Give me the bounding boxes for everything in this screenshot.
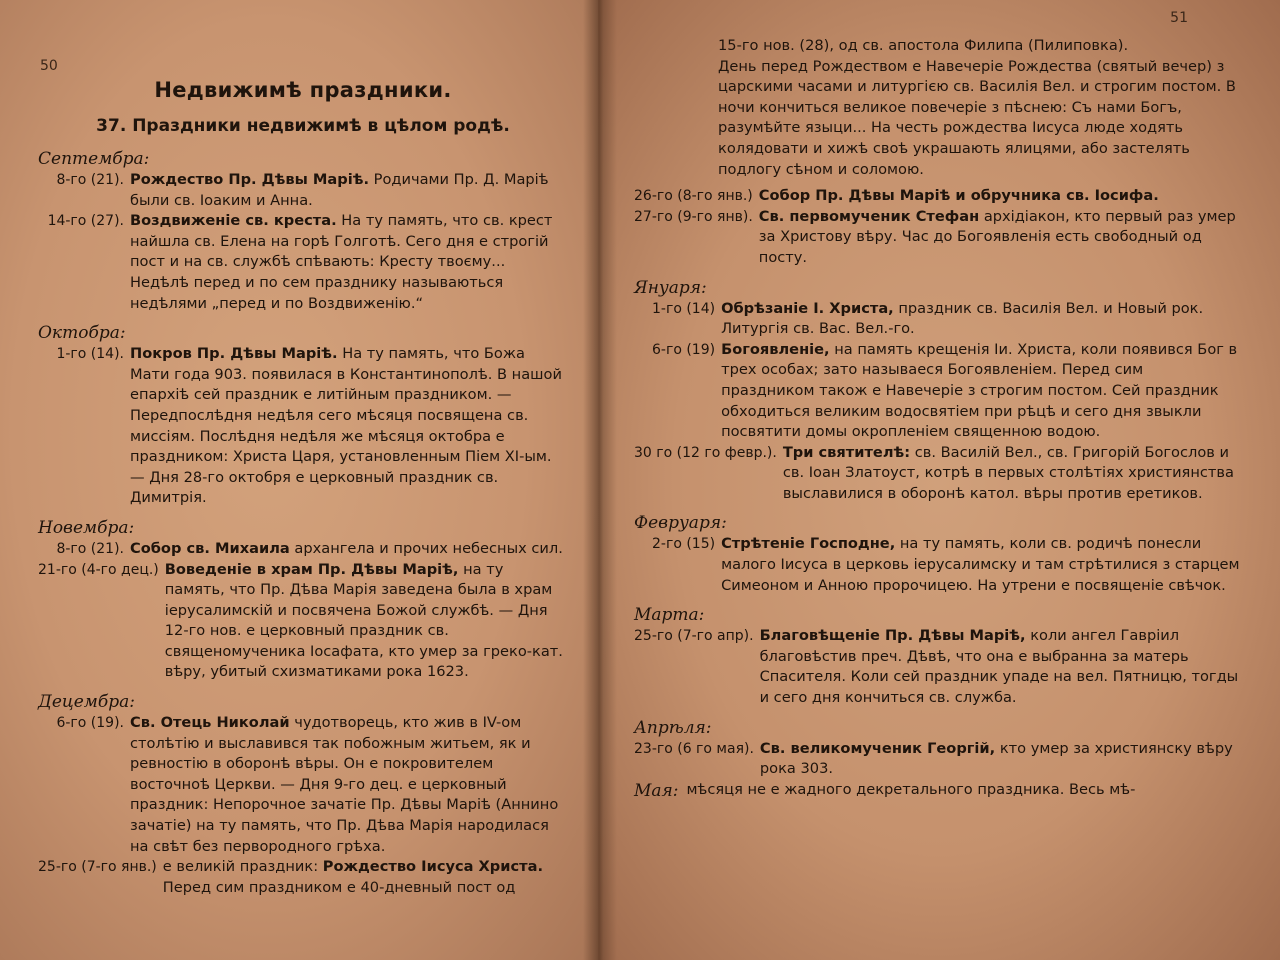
feast-entry <box>38 857 568 898</box>
month-heading: Апрѣля: <box>634 717 712 738</box>
feast-description: на ту память, что Пр. Дѣва Марія заведена была в храм іерусалимскій и посвячена Божой службѣ. — Дня 12-го нов. е церковный праздник св. священомученика Іосафата, кто умер за греко-кат. вѣру, убитый схизматиками рока 1623. <box>164 560 563 681</box>
feast-name: Богоявленіе, <box>721 340 830 358</box>
feast-description: кто умер за християнску вѣру рока 303. <box>759 739 1233 778</box>
month-heading: Януаря: <box>634 277 707 298</box>
section-heading: 37. Праздники недвижимѣ в цѣлом родѣ. <box>96 116 510 136</box>
right-page <box>598 0 1280 960</box>
feast-date: 1-го (14). <box>56 346 124 363</box>
month-heading: Октобра: <box>38 323 126 344</box>
feast-description: чудотворець, кто жив в IV-ом столѣтію и выславився так побожным житьем, як и ревностію в оборонѣ вѣры. Он е покровителем восточноѣ Церкви. — Дня 9-го дец. е церковный праздник: Непорочное зачатіе Пр. Дѣвы Маріѣ (Аннино зачатіе) на ту память, что Пр. Дѣва Марія народилася на свѣт без первородного грѣха. <box>130 714 559 855</box>
feast-date: 6-го (19) <box>652 341 716 358</box>
feast-description: мѣсяця не е жадного декретального праздника. Весь мѣ- <box>686 780 1136 798</box>
feast-date: 2-го (15) <box>652 536 716 553</box>
feast-date: 8-го (21). <box>56 540 124 557</box>
feast-entry <box>634 626 1240 708</box>
feast-name: Св. великомученик Георгій, <box>759 739 996 757</box>
month-heading: Децембра: <box>38 692 136 713</box>
feast-entry <box>634 739 1240 780</box>
feast-description: Родичами Пр. Д. Маріѣ были св. Іоаким и Анна. <box>130 171 549 209</box>
feast-description: Перед сим праздником е 40-дневный пост од <box>162 878 516 896</box>
feast-entry <box>38 560 568 684</box>
continued-text: 15-го нов. (28), од св. апостола Филипа (Пилиповка). <box>718 37 1129 54</box>
feast-entry <box>38 344 568 509</box>
feast-date: 23-го (6 го мая). <box>634 740 754 757</box>
feast-date: 25-го (7-го апр). <box>634 628 754 645</box>
feast-name: Св. первомученик Стефан <box>758 207 980 225</box>
feast-description: праздник св. Василія Вел. и Новый рок. Литургія св. Вас. Вел.-го. <box>721 299 1204 338</box>
feast-name: Воведеніе в храм Пр. Дѣвы Маріѣ, <box>164 560 459 578</box>
feast-entry <box>634 443 1240 505</box>
feast-entry <box>38 713 568 857</box>
feast-name: Обрѣзаніе І. Христа, <box>721 299 894 317</box>
feast-description: на ту память, коли св. родичѣ понесли малого Іисуса в церковь іерусалимску и там стрѣтилися з старцем Симеоном и Анною пророчицею. На утрени е посвященіе свѣчок. <box>721 535 1240 594</box>
feast-description: на память крещенія Іи. Христа, коли появився Бог в трех особах; зато называеся Богоявленіем. Перед сим праздником також е Навечеріе з строгим постом. Сей праздник обходиться великим водосвятіем при рѣцѣ и сего дня звыкли посвятити домы окропленіем священною водою. <box>721 340 1238 441</box>
feast-entry <box>634 340 1240 443</box>
feast-description: архангела и прочих небесных сил. <box>294 539 563 557</box>
feast-name: Благовѣщеніе Пр. Дѣвы Маріѣ, <box>759 627 1026 645</box>
feast-description: св. Василій Вел., св. Григорій Богослов и св. Іоан Златоуст, котрѣ в первых столѣтіях християнства выславилися в оборонѣ катол. вѣры против еретиков. <box>782 443 1234 502</box>
feast-entry <box>634 186 1240 207</box>
feast-date: 14-го (27). <box>47 213 124 230</box>
feast-name: Рождество Пр. Дѣвы Маріѣ. <box>130 171 370 188</box>
feast-date: 8-го (21). <box>56 172 124 188</box>
book-gutter <box>583 0 617 960</box>
feast-description: На ту память, что Божа Мати года 903. появилася в Константинополѣ. В нашой епархіѣ сей праздник е литійным праздником. — Передпослѣдня недѣля сего мѣсяця посвящена св. миссіям. Послѣдня недѣля же мѣсяця октобра е праздником: Христа Царя, установленным Піем XI-ым. — Дня 28-го октобря е церковный праздник св. Димитрія. <box>130 345 562 507</box>
page-title: Недвижимѣ праздники. <box>154 78 452 102</box>
feast-entry <box>634 207 1240 269</box>
feast-name: Стрѣтеніе Господне, <box>721 535 896 553</box>
page-number-right: 51 <box>1170 10 1188 26</box>
feast-description: коли ангел Гавріил благовѣстив преч. Дѣвѣ, что она е выбранна за матерь Спасителя. Коли сей праздник упаде на вел. Пятницю, тогды и сего дня кончиться св. служба. <box>759 627 1239 707</box>
feast-name: Покров Пр. Дѣвы Маріѣ. <box>130 345 338 363</box>
feast-name: Собор Пр. Дѣвы Маріѣ и обручника св. Іосифа. <box>758 187 1159 205</box>
month-heading: Новембра: <box>38 517 135 538</box>
feast-name: Рождество Іисуса Христа. <box>322 858 543 876</box>
feast-name: Св. Отець Николай <box>130 714 290 732</box>
feast-date: 1-го (14) <box>652 300 716 317</box>
feast-description: На ту память, что св. крест найшла св. Елена на горѣ Голготѣ. Сего дня е строгій пост и на св. службѣ спѣвають: Кресту твоєму... Недѣлѣ перед и по сем празднику называються недѣлями „перед и по Воздвиженію.“ <box>130 212 553 312</box>
feast-entry <box>38 170 568 211</box>
feast-entry <box>634 534 1240 596</box>
continued-text: День перед Рождеством е Навечеріе Рождества (святый вечер) з царскими часами и литургією св. Василія Вел. и строгим постом. В ночи кончиться великое повечеріе з пѣснею: Съ нами Богъ, разумѣйте языци... На честь рождества Іисуса люде ходять колядовати и хижѣ своѣ украшають ялицями, або застелять подлогу сѣном и соломою. <box>718 57 1236 178</box>
feast-date: 26-го (8-го янв.) <box>634 188 753 205</box>
feast-date: 30 го (12 го февр.). <box>634 444 777 461</box>
month-heading: Февруаря: <box>634 513 727 534</box>
feast-entry <box>38 211 568 314</box>
left-page <box>0 0 598 960</box>
feast-description: архідіакон, кто первый раз умер за Христову вѣру. Час до Богоявленія есть свободный од посту. <box>758 207 1236 266</box>
feast-name: Воздвиженіе св. креста. <box>130 212 337 230</box>
month-heading: Мая: <box>634 780 679 801</box>
feast-date: 6-го (19). <box>56 715 124 732</box>
feast-date: 25-го (7-го янв.) <box>38 859 157 876</box>
month-heading: Марта: <box>634 605 705 626</box>
feast-date: 27-го (9-го янв). <box>634 208 753 225</box>
feast-entry <box>634 299 1240 340</box>
feast-name: Три святителѣ: <box>782 443 911 461</box>
month-heading: Септембра: <box>38 149 150 169</box>
feast-prefix: е великій праздник: <box>162 858 319 876</box>
feast-date: 21-го (4-го дец.) <box>38 561 159 578</box>
feast-entry <box>634 780 1240 802</box>
feast-name: Собор св. Михаила <box>130 539 290 557</box>
page-number-left: 50 <box>40 58 58 74</box>
feast-entry <box>38 539 568 560</box>
